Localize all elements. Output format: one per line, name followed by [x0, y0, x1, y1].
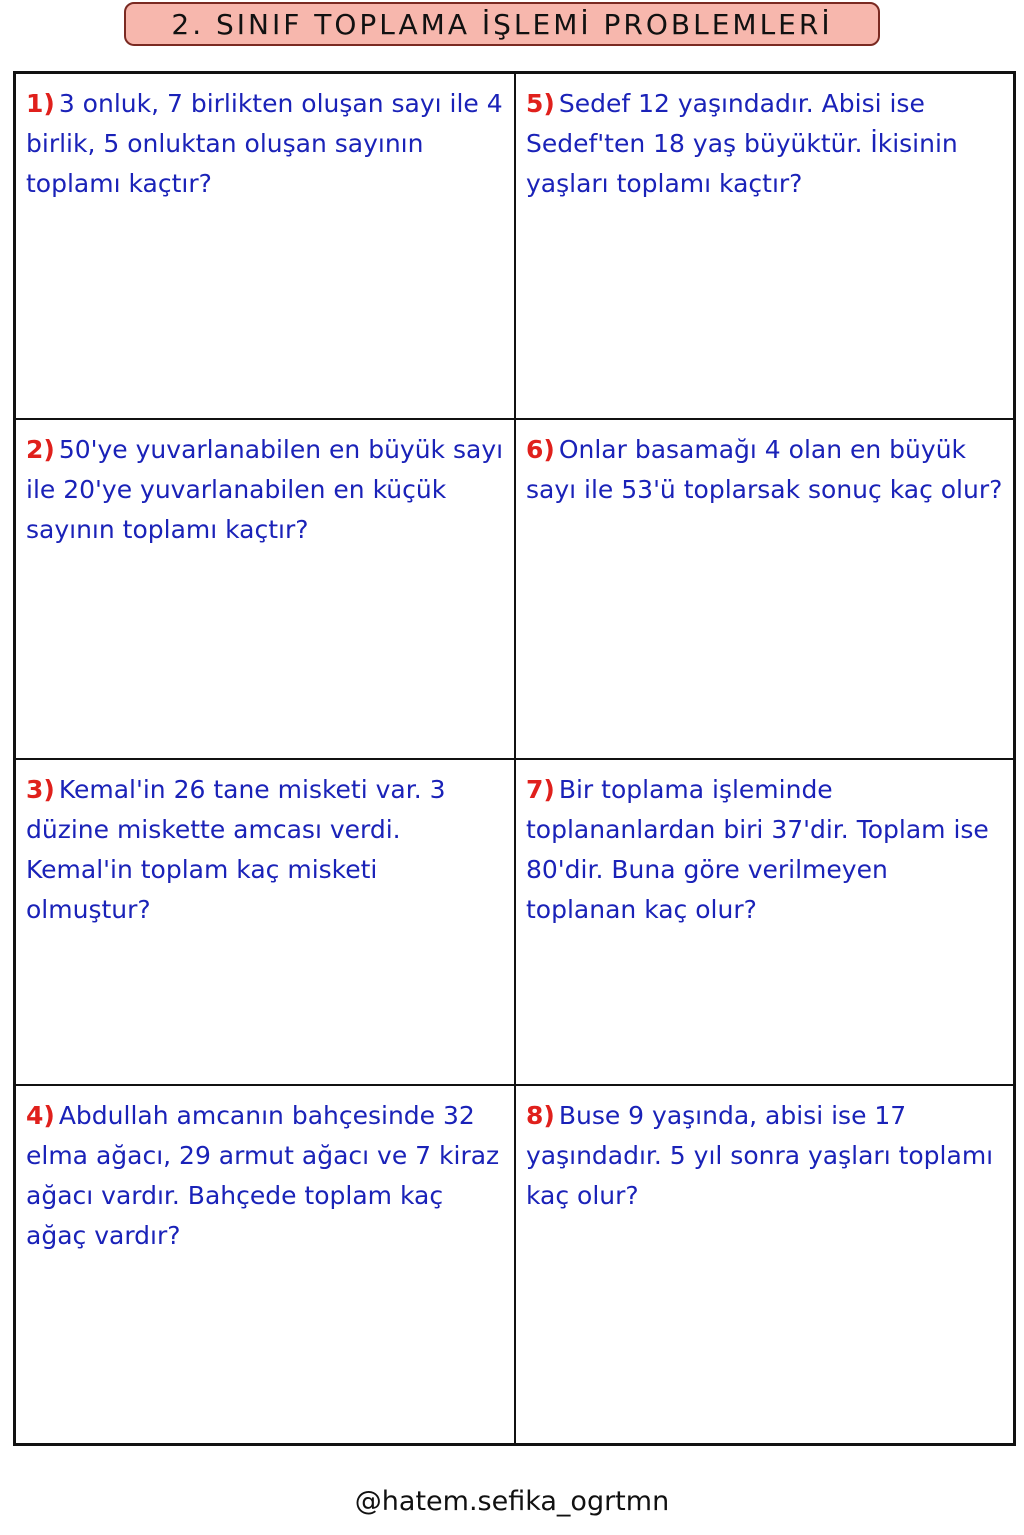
problem-question: Kemal'in 26 tane misketi var. 3 düzine miskette amcası verdi. Kemal'in toplam kaç misketi olmuştur? — [26, 775, 446, 924]
problem-cell-3 — [16, 760, 516, 1086]
problem-number: 7) — [526, 775, 555, 804]
problem-cell-4 — [16, 1086, 516, 1443]
problem-question: 3 onluk, 7 birlikten oluşan sayı ile 4 birlik, 5 onluktan oluşan sayının toplamı kaçtır? — [26, 89, 503, 198]
problem-number: 3) — [26, 775, 55, 804]
problem-question: Abdullah amcanın bahçesinde 32 elma ağacı, 29 armut ağacı ve 7 kiraz ağacı vardır. Bahçede toplam kaç ağaç vardır? — [26, 1101, 500, 1250]
problem-4 — [26, 1096, 504, 1256]
author-handle: @hatem.sefika_ogrtmn — [354, 1486, 670, 1517]
problem-7 — [526, 770, 1003, 930]
problem-1 — [26, 84, 504, 204]
problem-number: 4) — [26, 1101, 55, 1130]
problem-8 — [526, 1096, 1003, 1216]
problem-question: Bir toplama işleminde toplananlardan biri 37'dir. Toplam ise 80'dir. Buna göre verilmeyen toplanan kaç olur? — [526, 775, 989, 924]
problem-5 — [526, 84, 1003, 204]
problem-question: Buse 9 yaşında, abisi ise 17 yaşındadır. 5 yıl sonra yaşları toplamı kaç olur? — [526, 1101, 994, 1210]
problem-cell-7 — [516, 760, 1013, 1086]
problem-question: Sedef 12 yaşındadır. Abisi ise Sedef'ten 18 yaş büyüktür. İkisinin yaşları toplamı kaçtır? — [526, 89, 958, 198]
problem-number: 1) — [26, 89, 55, 118]
problem-question: 50'ye yuvarlanabilen en büyük sayı ile 20'ye yuvarlanabilen en küçük sayının toplamı kaçtır? — [26, 435, 504, 544]
problem-cell-6 — [516, 420, 1013, 760]
problem-cell-5 — [516, 74, 1013, 420]
problem-cell-1 — [16, 74, 516, 420]
problem-number: 5) — [526, 89, 555, 118]
problem-grid — [13, 71, 1016, 1446]
problem-number: 8) — [526, 1101, 555, 1130]
problem-2 — [26, 430, 504, 550]
problem-number: 6) — [526, 435, 555, 464]
problem-number: 2) — [26, 435, 55, 464]
problem-cell-2 — [16, 420, 516, 760]
page-title: 2. SINIF TOPLAMA İŞLEMİ PROBLEMLERİ — [171, 7, 833, 41]
problem-question: Onlar basamağı 4 olan en büyük sayı ile 53'ü toplarsak sonuç kaç olur? — [526, 435, 1003, 504]
problem-3 — [26, 770, 504, 930]
problem-cell-8 — [516, 1086, 1013, 1443]
problem-6 — [526, 430, 1003, 510]
title-banner — [124, 2, 880, 46]
